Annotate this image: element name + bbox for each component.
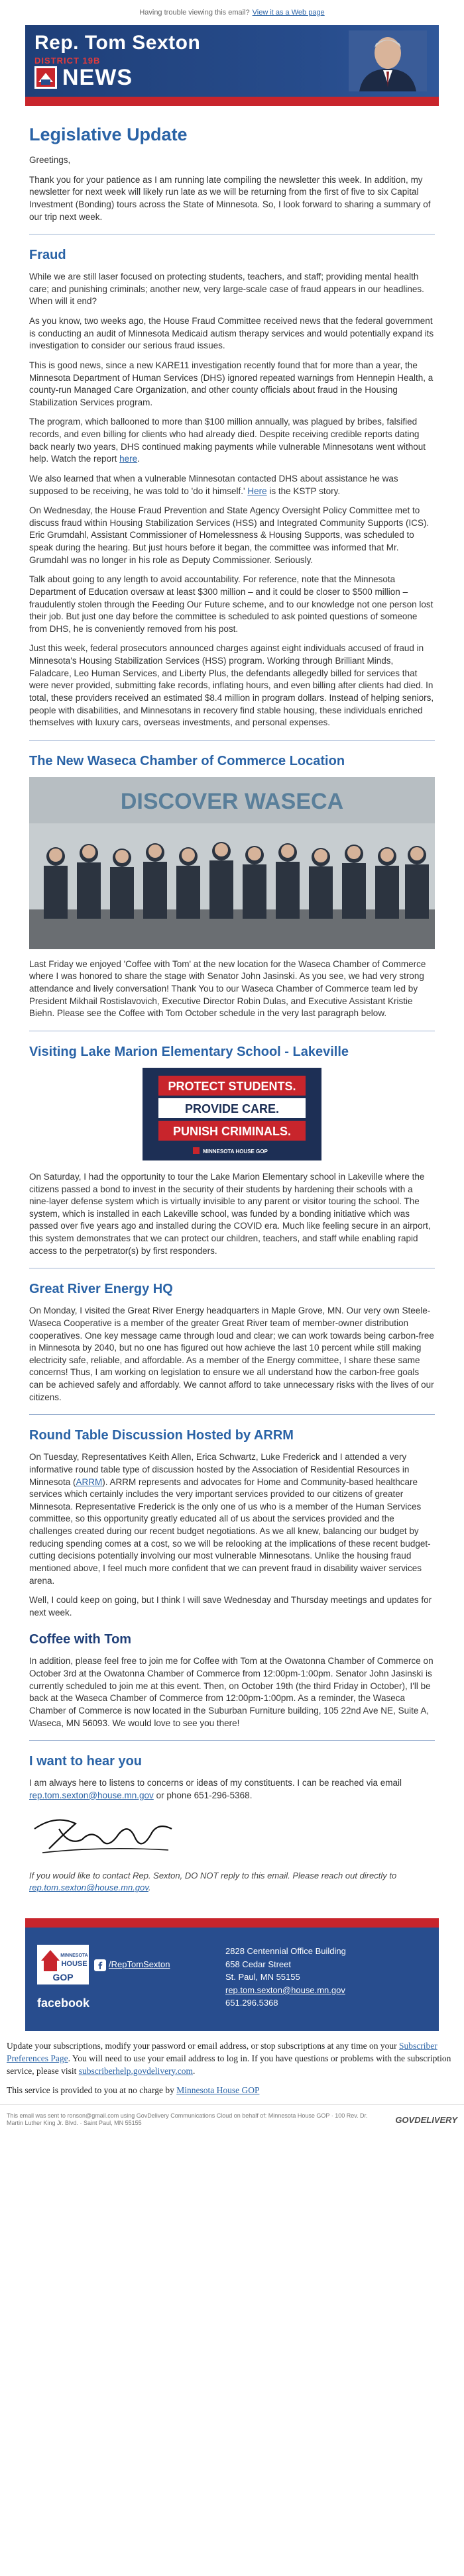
masthead-title: Rep. Tom Sexton	[34, 32, 201, 54]
graphic-line-3: PUNISH CRIMINALS.	[172, 1124, 292, 1138]
arrm-paragraph-1-text: On Tuesday, Representatives Keith Allen, Erica Schwartz, Luke Frederick and I attended a very informative round table type of discussion hosted by the Association of Residential Resources in Minnesota (	[29, 1452, 410, 1487]
subscription-paragraph: Update your subscriptions, modify your password or email address, or stop subscriptions at any time on your Subscriber Preferences Page. You will need to use your email address to log in. If you have questions or problems with the subscription service, please visit subscriberhelp.govdelivery.com.	[7, 2041, 451, 2076]
hear-you-heading: I want to hear you	[29, 1754, 143, 1769]
house-gop-link[interactable]: Minnesota House GOP	[176, 2085, 260, 2096]
fraud-paragraph-4: The program, which ballooned to more than $100 million annually, was plagued by bribes, falsified records, and even billing for clients who had already died. Despite receiving credible reports dating back nearly two years, DHS continued making payments while vulnerable Minnesotans went without help. Watch the report here.	[29, 417, 426, 464]
fraud-paragraph-1: While we are still laser focused on protecting students, teachers, and staff; providing mental health care; and punishing criminals; another new, very large-scale case of fraud appears in our headlines. When will it end?	[29, 272, 424, 307]
graphic-line-2: PROVIDE CARE.	[184, 1102, 280, 1115]
house-gop-logo-icon	[34, 66, 57, 89]
rep-portrait-image	[349, 30, 427, 91]
kare11-report-link[interactable]: here	[119, 454, 138, 464]
fraud-heading: Fraud	[29, 248, 66, 263]
arrm-paragraph-1	[29, 1451, 435, 1587]
facebook-handle-link[interactable]: /RepTomSexton	[109, 1959, 170, 1970]
divider	[29, 740, 435, 741]
legal-bar	[0, 2104, 464, 2135]
legal-text: This email was sent to ronson@gmail.com using GovDelivery Communications Cloud on behalf of: Minnesota House GOP · 100 Rev. Dr. Martin Luther King Jr. Blvd. · Saint Paul, MN 55155	[7, 2112, 368, 2127]
subscriber-help-link[interactable]: subscriberhelp.govdelivery.com	[78, 2065, 194, 2076]
masthead	[25, 25, 439, 97]
footer-logo-gop: GOP	[52, 1972, 74, 1983]
office-address	[225, 1945, 346, 2010]
lake-marion-paragraph: On Saturday, I had the opportunity to tour the Lake Marion Elementary school in Lakeville where the citizens passed a bond to invest in the security of their students by hardening their schools with a nine-layer defense system which is virtually invisible to any parent or visitor touring the school. The system, which is installed in each Lakeville school, was funded by a bonding initiative which was passed over five years ago and installed during the COVID era. Much like feeling secure in an airport, this system demonstrates that we can protect our children, teachers, and staff while enabling rapid access to the perpetrator(s) by first responders.	[29, 1171, 431, 1256]
great-river-heading: Great River Energy HQ	[29, 1282, 173, 1297]
greeting: Greetings,	[29, 155, 71, 165]
legislative-paragraph: Thank you for your patience as I am running late compiling the newsletter this week. In addition, my newsletter for next week will likely run late as we will be returning from the first of five to six Capital Investment (Bonding) tours across the State of Minnesota. So, I look forward to sharing a summary of our trip next week.	[29, 174, 431, 222]
contact-email-link[interactable]: rep.tom.sexton@house.mn.gov	[29, 1790, 154, 1800]
legislative-update-heading: Legislative Update	[29, 125, 188, 144]
address-line-1: 2828 Centennial Office Building	[225, 1946, 346, 1957]
main-content	[25, 106, 439, 1908]
great-river-paragraph: On Monday, I visited the Great River Energy headquarters in Maple Grove, MN. Our very own Steele-Waseca Cooperative is a member of the greater Great River team of member-owner distribution cooperatives. One key message came through loud and clear; we can work towards being carbon-free in Minnesota by 2040, but no one has figured out how achieve the last 10 percent while still making electricity safe, reliable, and affordable. As a member of the Energy committee, I share these same concerns! Thus, I am working on legislation to ensure we all understand how the carbon-free goals can be achieved safely and affordably. We cannot afford to take unnecessary risks with the lives of our citizens.	[29, 1306, 434, 1402]
preheader	[0, 0, 464, 25]
waseca-paragraph: Last Friday we enjoyed 'Coffee with Tom' at the new location for the Waseca Chamber of Commerce where I was honored to share the stage with Senator John Jasinski. As you see, we had very strong attendance and lively conversation! Thank You to our Waseca Chamber of Commerce team led by President Mikhail Rostislavovich, Executive Director Robin Dulas, and Executive Assistant Kristie Biehn. Please see the Coffee with Tom October schedule in the very last paragraph below.	[29, 958, 426, 1019]
masthead-red-bar	[25, 97, 439, 106]
footer-phone: 651.296.5368	[225, 1998, 278, 2008]
fraud-paragraph-2: As you know, two weeks ago, the House Fraud Committee received news that the federal government is conducting an audit of Minnesota Medicaid autism therapy services and would potentially expand its investigation to consider our serious fraud issues.	[29, 316, 434, 351]
waseca-heading: The New Waseca Chamber of Commerce Location	[29, 753, 345, 768]
fraud-paragraph-8: Just this week, federal prosecutors announced charges against eight individuals accused of fraud in Minnesota's Housing Stabilization Services (HSS) program. Working through Brilliant Minds, Faladcare, Leo Human Services, and Liberty Plus, the defendants allegedly billed for services that were never provided, submitting fake records, inflating hours, and even billing after clients had died. In total, these providers received an estimated $8.4 million in program dollars. Instead of helping seniors, people with disabilities, and Minnesotans in recovery find stable housing, these individuals enriched themselves with luxury cars, overseas investments, and personal expenses.	[29, 643, 434, 728]
facebook-wordmark: facebook	[37, 1996, 90, 2010]
footer-logo-main: HOUSE	[61, 1960, 87, 1969]
service-paragraph	[7, 2085, 457, 2097]
arrm-paragraph-1-end: ). ARRM represents and advocates for Home and Community-based healthcare services which certainly includes the very important services provided to our citizens of greater Minnesota. Representative Frederick is the only one of us who is a member of the Human Services committee, so this opportunity greatly educated all of us about the services provided and the challenges created during our recent budget negotiations. As we all knew, balancing our budget by reducing spending comes at a cost, so we will be relooking at the implications of these recent budget-cutting decisions potentially involving our most vulnerable Minnesotans. Unlike the housing fraud mentioned above, I feel much more confident that we can prevent fraud in disability waiver services arena.	[29, 1476, 431, 1586]
waseca-group-photo	[29, 777, 435, 949]
subscriber-preferences-link[interactable]: Subscriber Preferences Page	[7, 2041, 437, 2063]
masthead-news: NEWS	[62, 65, 133, 90]
arrm-paragraph-2: Well, I could keep on going, but I think I will save Wednesday and Thursday meetings and updates for next week.	[29, 1595, 432, 1618]
newsletter	[25, 25, 439, 2031]
fraud-paragraph-7: Talk about going to any length to avoid accountability. For reference, note that the Minnesota Department of Education oversaw at least $300 million – and it could be closer to $500 million – fraudulently stolen through the Feeding Our Future scheme, and to our knowledge not one person lost their job. But just one day before the committee is scheduled to ask pointed questions of someone from DHS, he is conveniently removed from his post.	[29, 574, 434, 634]
govdelivery-logo: GOVDELIVERY	[395, 2114, 457, 2125]
service-text: This service is provided to you at no charge by	[7, 2085, 174, 2096]
do-not-reply-note: If you would like to contact Rep. Sexton, DO NOT reply to this email. Please reach out directly to rep.tom.sexton@house.mn.gov.	[29, 1871, 397, 1893]
subscription-text-2: . You will need to use your email address to log in. If you have questions or problems with the subscription service, please visit	[7, 2053, 451, 2076]
protect-students-graphic	[143, 1068, 321, 1160]
view-as-webpage-link[interactable]: View it as a Web page	[252, 9, 325, 17]
do-not-reply-text: If you would like to contact Rep. Sexton, DO NOT reply to this email. Please reach out directly to	[29, 1871, 397, 1881]
subscription-text-1: Update your subscriptions, modify your password or email address, or stop subscriptions at any time on your	[7, 2041, 397, 2051]
hear-you-phone: or phone 651-296-5368.	[156, 1790, 253, 1800]
lake-marion-heading: Visiting Lake Marion Elementary School - Lakeville	[29, 1044, 349, 1059]
footer-email-link[interactable]: rep.tom.sexton@house.mn.gov	[225, 1984, 345, 1995]
arrm-link[interactable]: ARRM	[76, 1476, 103, 1487]
graphic-line-1: PROTECT STUDENTS.	[168, 1079, 296, 1093]
facebook-icon[interactable]	[94, 1959, 106, 1971]
divider	[29, 1740, 435, 1741]
address-line-2: 658 Cedar Street	[225, 1959, 292, 1969]
footer-logo-top: MINNESOTA	[60, 1953, 88, 1959]
subscription-info	[0, 2031, 464, 2097]
hear-you-paragraph	[29, 1777, 435, 1802]
fraud-paragraph-5-end: is the KSTP story.	[269, 486, 341, 496]
preheader-text: Having trouble viewing this email?	[139, 9, 250, 17]
fraud-paragraph-5	[29, 473, 435, 497]
address-line-3: St. Paul, MN 55155	[225, 1972, 300, 1983]
house-gop-footer-logo-icon	[37, 1945, 89, 1984]
fraud-paragraph-5-text: We also learned that when a vulnerable Minnesotan contacted DHS about assistance he was supposed to be receiving, he was told to 'do it himself.'	[29, 473, 398, 496]
coffee-paragraph: In addition, please feel free to join me for Coffee with Tom at the Owatonna Chamber of Commerce on October 3rd at the Owatonna Chamber of Commerce from 12:00pm-1:00pm. Senator John Jasinski is currently scheduled to join me at this event. Then, on October 19th (the third Friday in October), I'll be back at the Waseca Chamber of Commerce from 12:00pm-1:00pm. As a reminder, the Waseca Chamber of Commerce is now located in the Suburban Furniture building, 105 22nd Ave NE, Suite A, Waseca, MN 56093. We would love to see you there!	[29, 1656, 434, 1728]
hear-you-text: I am always here to listens to concerns or ideas of my constituents. I can be reached via email	[29, 1778, 402, 1788]
signature-image	[29, 1809, 182, 1862]
fraud-paragraph-3: This is good news, since a new KARE11 investigation recently found that for more than a year, the Minnesota Department of Human Services (DHS) ignored repeated warnings from Hennepin Health, a county-run Managed Care Organization, and other county officials about fraud in the Housing Stabilization Services program.	[29, 360, 434, 407]
kstp-story-link[interactable]: Here	[247, 486, 267, 496]
direct-email-link[interactable]: rep.tom.sexton@house.mn.gov	[29, 1882, 148, 1893]
fraud-paragraph-4-text: The program, which ballooned to more than $100 million annually, was plagued by bribes, falsified records, and even billing for clients who had already died. Despite receiving credible reports dating back nearly two years, DHS continued making payments while vulnerable Minnesotans went without help. Watch the report	[29, 417, 426, 464]
footer-red-bar	[25, 1918, 439, 1928]
fraud-paragraph-6: On Wednesday, the House Fraud Prevention and State Agency Oversight Policy Committee met to discuss fraud within Housing Stabilization Services (HSS) and Integrated Community Supports (ICS). Eric Grumdahl, Assistant Commissioner of Homelessness & Housing Supports, was scheduled to speak during the hearing. But just hours before it began, the committee was informed that Mr. Grumdahl was no longer in his role as Deputy Commissioner. Seriously.	[29, 505, 430, 565]
masthead-district: DISTRICT 19B	[34, 56, 101, 66]
coffee-heading: Coffee with Tom	[29, 1632, 132, 1647]
divider	[29, 1414, 435, 1415]
graphic-caption: MINNESOTA HOUSE GOP	[203, 1148, 268, 1155]
footer	[25, 1918, 439, 2031]
waseca-banner-text: DISCOVER WASECA	[120, 788, 344, 814]
arrm-heading: Round Table Discussion Hosted by ARRM	[29, 1428, 294, 1443]
